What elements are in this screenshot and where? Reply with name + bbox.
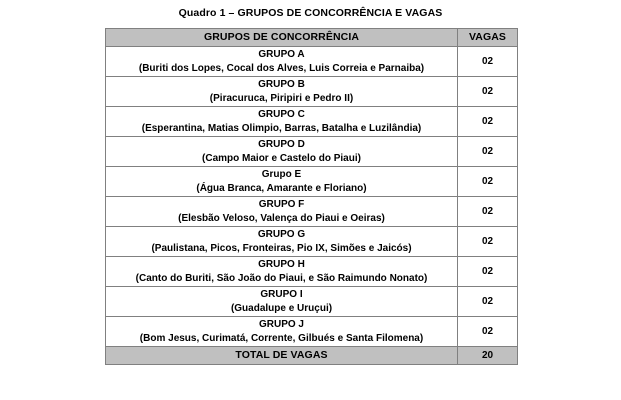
vagas-value: 02 bbox=[458, 257, 518, 287]
column-header-grupos: GRUPOS DE CONCORRÊNCIA bbox=[106, 29, 458, 47]
table-row bbox=[106, 47, 518, 77]
group-cell bbox=[106, 197, 458, 227]
column-header-vagas: VAGAS bbox=[458, 29, 518, 47]
group-name: GRUPO G bbox=[257, 228, 306, 240]
table-row bbox=[106, 137, 518, 167]
group-cell bbox=[106, 137, 458, 167]
page-title: Quadro 1 – GRUPOS DE CONCORRÊNCIA E VAGAS bbox=[178, 7, 443, 19]
group-name: Grupo E bbox=[261, 168, 302, 180]
group-cities: (Piracuruca, Piripiri e Pedro II) bbox=[209, 92, 354, 104]
group-cell bbox=[106, 257, 458, 287]
vagas-value: 02 bbox=[458, 197, 518, 227]
group-name: GRUPO A bbox=[258, 48, 305, 60]
group-cities: (Canto do Buriti, São João do Piaui, e São Raimundo Nonato) bbox=[135, 272, 428, 284]
group-name: GRUPO D bbox=[258, 138, 305, 150]
table-body bbox=[106, 47, 518, 347]
group-name: GRUPO I bbox=[260, 288, 303, 300]
vagas-value: 02 bbox=[458, 77, 518, 107]
vagas-value: 02 bbox=[458, 227, 518, 257]
group-name: GRUPO J bbox=[258, 318, 304, 330]
table-row bbox=[106, 77, 518, 107]
group-cities: (Elesbão Veloso, Valença do Piaui e Oeiras) bbox=[178, 212, 385, 224]
groups-vacancies-table bbox=[105, 28, 518, 365]
vagas-value: 02 bbox=[458, 107, 518, 137]
group-cell bbox=[106, 167, 458, 197]
total-row bbox=[106, 347, 518, 365]
table-footer bbox=[106, 347, 518, 365]
group-cell bbox=[106, 287, 458, 317]
total-label: TOTAL DE VAGAS bbox=[106, 347, 458, 365]
group-cell bbox=[106, 227, 458, 257]
group-name: GRUPO C bbox=[258, 108, 305, 120]
group-cell bbox=[106, 47, 458, 77]
vagas-value: 02 bbox=[458, 137, 518, 167]
group-name: GRUPO F bbox=[258, 198, 305, 210]
table-row bbox=[106, 317, 518, 347]
table-row bbox=[106, 287, 518, 317]
vagas-value: 02 bbox=[458, 287, 518, 317]
group-name: GRUPO H bbox=[258, 258, 305, 270]
group-cities: (Bom Jesus, Curimatá, Corrente, Gilbués e Santa Filomena) bbox=[139, 332, 424, 344]
table-row bbox=[106, 197, 518, 227]
group-name: GRUPO B bbox=[258, 78, 305, 90]
group-cities: (Buriti dos Lopes, Cocal dos Alves, Luis Correia e Parnaiba) bbox=[138, 62, 425, 74]
group-cities: (Guadalupe e Uruçui) bbox=[230, 302, 333, 314]
table-row bbox=[106, 227, 518, 257]
table-header bbox=[106, 29, 518, 47]
table-row bbox=[106, 107, 518, 137]
group-cities: (Paulistana, Picos, Fronteiras, Pio IX, Simões e Jaicós) bbox=[151, 242, 412, 254]
group-cities: (Água Branca, Amarante e Floriano) bbox=[196, 182, 367, 194]
vagas-value: 02 bbox=[458, 167, 518, 197]
total-value: 20 bbox=[458, 347, 518, 365]
header-row bbox=[106, 29, 518, 47]
group-cities: (Esperantina, Matias Olimpio, Barras, Batalha e Luzilândia) bbox=[141, 122, 422, 134]
vagas-value: 02 bbox=[458, 317, 518, 347]
table-row bbox=[106, 167, 518, 197]
table-row bbox=[106, 257, 518, 287]
group-cell bbox=[106, 77, 458, 107]
group-cell bbox=[106, 107, 458, 137]
group-cities: (Campo Maior e Castelo do Piaui) bbox=[202, 152, 361, 164]
quadro-table-container bbox=[105, 28, 517, 365]
group-cell bbox=[106, 317, 458, 347]
vagas-value: 02 bbox=[458, 47, 518, 77]
